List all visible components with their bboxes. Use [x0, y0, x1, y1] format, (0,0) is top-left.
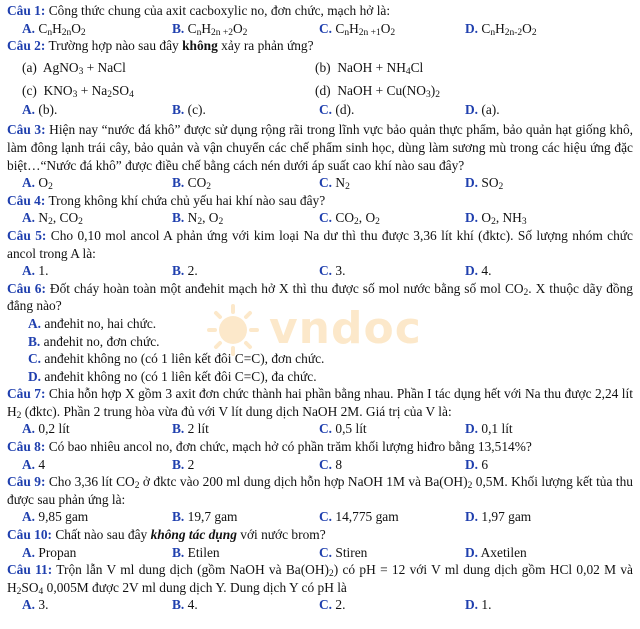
options-row: [7, 544, 633, 562]
question-6: [7, 280, 633, 315]
emphasis-text: không: [182, 38, 218, 54]
question-text: Cho 0,10 mol ancol A phản ứng với kim loại Na dư thì thu được 3,36 lít khí (đktc). Số lượng nhóm chức ancol trong A là:: [7, 227, 633, 261]
options-row: [7, 508, 633, 526]
question-1: [7, 2, 633, 20]
reactions-row: [7, 55, 633, 80]
question-7: [7, 385, 633, 420]
question-3: [7, 121, 633, 174]
reaction-d: (d) NaOH + $Cu(NO_3)_2$: [315, 82, 440, 100]
question-text: Hiện nay “nước đá khô” được sử dụng rộng rãi trong lĩnh vực bảo quản thực phẩm, bảo quản hạt giống khô, làm đông lạnh trái cây, bảo quản và vận chuyển các chế phẩm sinh học, dùng làm sương mù trong các hiệu ứng đặc biệt…“Nước đá khô” được điều chế bằng cách nén dưới áp suất cao khí nào sau đây?: [7, 122, 633, 173]
question-text: Có bao nhiêu ancol no, đơn chức, mạch hở có phần trăm khối lượng hiđro bằng 13,514%?: [48, 439, 532, 455]
exam-page: [7, 2, 633, 614]
options-row: [7, 262, 633, 280]
option-d[interactable]: D. Axetilen: [465, 544, 527, 560]
option-b[interactable]: B. 2: [172, 456, 195, 472]
option-a[interactable]: A. (b).: [22, 101, 58, 117]
option-a[interactable]: A. Propan: [22, 544, 77, 560]
reaction-a: (a) AgNO$_3$ + NaCl: [22, 59, 126, 77]
option-b[interactable]: B. 2 lít: [172, 421, 209, 437]
option-b[interactable]: B. 19,7 gam: [172, 509, 238, 525]
option-a[interactable]: A. 3.: [22, 597, 49, 613]
option-a[interactable]: A. 1.: [22, 263, 49, 279]
question-label: Câu 11:: [7, 562, 53, 578]
option-c[interactable]: C. $CO_2$, $O_2$: [319, 210, 380, 228]
option-d[interactable]: D. anđehit không no (có 1 liên kết đôi C=C), đa chức.: [28, 368, 317, 384]
option-c[interactable]: C. 14,775 gam: [319, 509, 399, 525]
option-a[interactable]: A. $O_2$: [22, 175, 53, 193]
option-c[interactable]: C. Stiren: [319, 544, 368, 560]
option-c[interactable]: C. $C_nH_{2n +1}O_2$: [319, 20, 396, 38]
option-a[interactable]: A. 0,2 lít: [22, 421, 70, 437]
option-c[interactable]: C. 0,5 lít: [319, 421, 367, 437]
question-11: [7, 561, 633, 596]
question-label: Câu 3:: [7, 122, 46, 138]
options-row: [7, 420, 633, 438]
question-label: Câu 9:: [7, 474, 46, 490]
question-10: Câu 10: Chất nào sau đây không tác dụng với nước brom?: [7, 527, 326, 543]
question-5: [7, 227, 633, 262]
option-d[interactable]: D. (a).: [465, 101, 500, 117]
option-d[interactable]: D. 6: [465, 456, 489, 472]
options-row: [7, 20, 633, 38]
option-d[interactable]: D. 1,97 gam: [465, 509, 532, 525]
question-2: Câu 2: Trường hợp nào sau đây không xảy ra phản ứng?: [7, 38, 314, 54]
option-d[interactable]: D. 1.: [465, 597, 492, 613]
reaction-c: (c) $KNO_3 + Na_2SO_4$: [22, 82, 134, 100]
question-label: Câu 10:: [7, 527, 53, 543]
option-c[interactable]: C. $N_2$: [319, 175, 350, 193]
option-a[interactable]: A. $C_nH_{2n}O_2$: [22, 20, 86, 38]
question-label: Câu 2:: [7, 38, 46, 54]
option-b[interactable]: B. $N_2$, $O_2$: [172, 210, 224, 228]
option-c[interactable]: C. 3.: [319, 263, 346, 279]
question-text: Cho 3,36 lít $CO_2$ ở đktc vào 200 ml dung dịch hỗn hợp NaOH 1M và $Ba(OH)_2$ 0,5M. Khối lượng kết tủa thu được sau phản ứng là:: [7, 474, 633, 507]
options-row: [7, 596, 633, 614]
option-b[interactable]: B. anđehit no, đơn chức.: [28, 333, 160, 349]
question-label: Câu 6:: [7, 280, 46, 296]
watermark-text: vndoc: [269, 303, 422, 354]
question-label: Câu 5:: [7, 227, 47, 243]
reactions-row: [7, 80, 633, 101]
question-label: Câu 7:: [7, 386, 46, 402]
question-text: Chia hỗn hợp X gồm 3 axit đơn chức thành hai phần bằng nhau. Phần I tác dụng hết với Na thu được 2,24 lít $H_2$ (đktc). Phần 2 trung hòa vừa đủ với V lít dung dịch NaOH 2M. Giá trị của V là:: [7, 386, 633, 421]
question-label: Câu 1:: [7, 3, 46, 18]
option-b[interactable]: B. 4.: [172, 597, 198, 613]
question-label: Câu 8:: [7, 439, 46, 455]
option-d[interactable]: D. $C_nH_{2n-2}O_2$: [465, 20, 537, 38]
option-d[interactable]: D. 0,1 lít: [465, 421, 513, 437]
option-c[interactable]: C. anđehit không no (có 1 liên kết đôi C=C), đơn chức.: [28, 351, 325, 367]
option-c[interactable]: C. 2.: [319, 597, 346, 613]
option-d[interactable]: D. 4.: [465, 263, 492, 279]
question-9: [7, 473, 633, 508]
emphasis-text: không tác dụng: [150, 527, 237, 543]
reaction-b: (b) NaOH + $NH_4Cl$: [315, 59, 424, 77]
option-b[interactable]: B. Etilen: [172, 544, 220, 560]
option-a[interactable]: A. $N_2$, $CO_2$: [22, 210, 83, 228]
option-a[interactable]: A. 4: [22, 456, 46, 472]
question-text: Trong không khí chứa chủ yếu hai khí nào sau đây?: [48, 192, 326, 208]
options-row: [7, 456, 633, 474]
option-d[interactable]: D. $O_2$, $NH_3$: [465, 210, 527, 228]
option-b[interactable]: B. $C_nH_{2n +2}O_2$: [172, 20, 248, 38]
option-a[interactable]: A. anđehit no, hai chức.: [28, 315, 157, 331]
option-b[interactable]: B. $CO_2$: [172, 175, 211, 193]
options-row: [7, 101, 633, 119]
question-text: Đốt cháy hoàn toàn một anđehit mạch hở X thì thu được số mol nước bằng số mol $CO_2$. X thuộc dãy đồng đẳng nào?: [7, 280, 634, 314]
option-d[interactable]: D. $SO_2$: [465, 175, 504, 193]
option-b[interactable]: B. 2.: [172, 263, 198, 279]
question-text: Trộn lẫn V ml dung dịch (gồm NaOH và $Ba(OH)_2$) có pH = 12 với V ml dung dịch gồm HCl 0,02 M và $H_2SO_4$ 0,005M được 2V ml dung dịch Y. Dung dịch Y có pH là: [7, 562, 633, 597]
option-a[interactable]: A. 9,85 gam: [22, 509, 89, 525]
option-c[interactable]: C. (d).: [319, 101, 355, 117]
options-row: [7, 174, 633, 192]
question-8: [7, 438, 633, 456]
options-row: [7, 209, 633, 227]
option-c[interactable]: C. 8: [319, 456, 343, 472]
question-text: Công thức chung của axit cacboxylic no, đơn chức, mạch hở là:: [48, 3, 391, 18]
option-b[interactable]: B. (c).: [172, 101, 206, 117]
question-4: [7, 192, 633, 210]
question-label: Câu 4:: [7, 192, 46, 208]
